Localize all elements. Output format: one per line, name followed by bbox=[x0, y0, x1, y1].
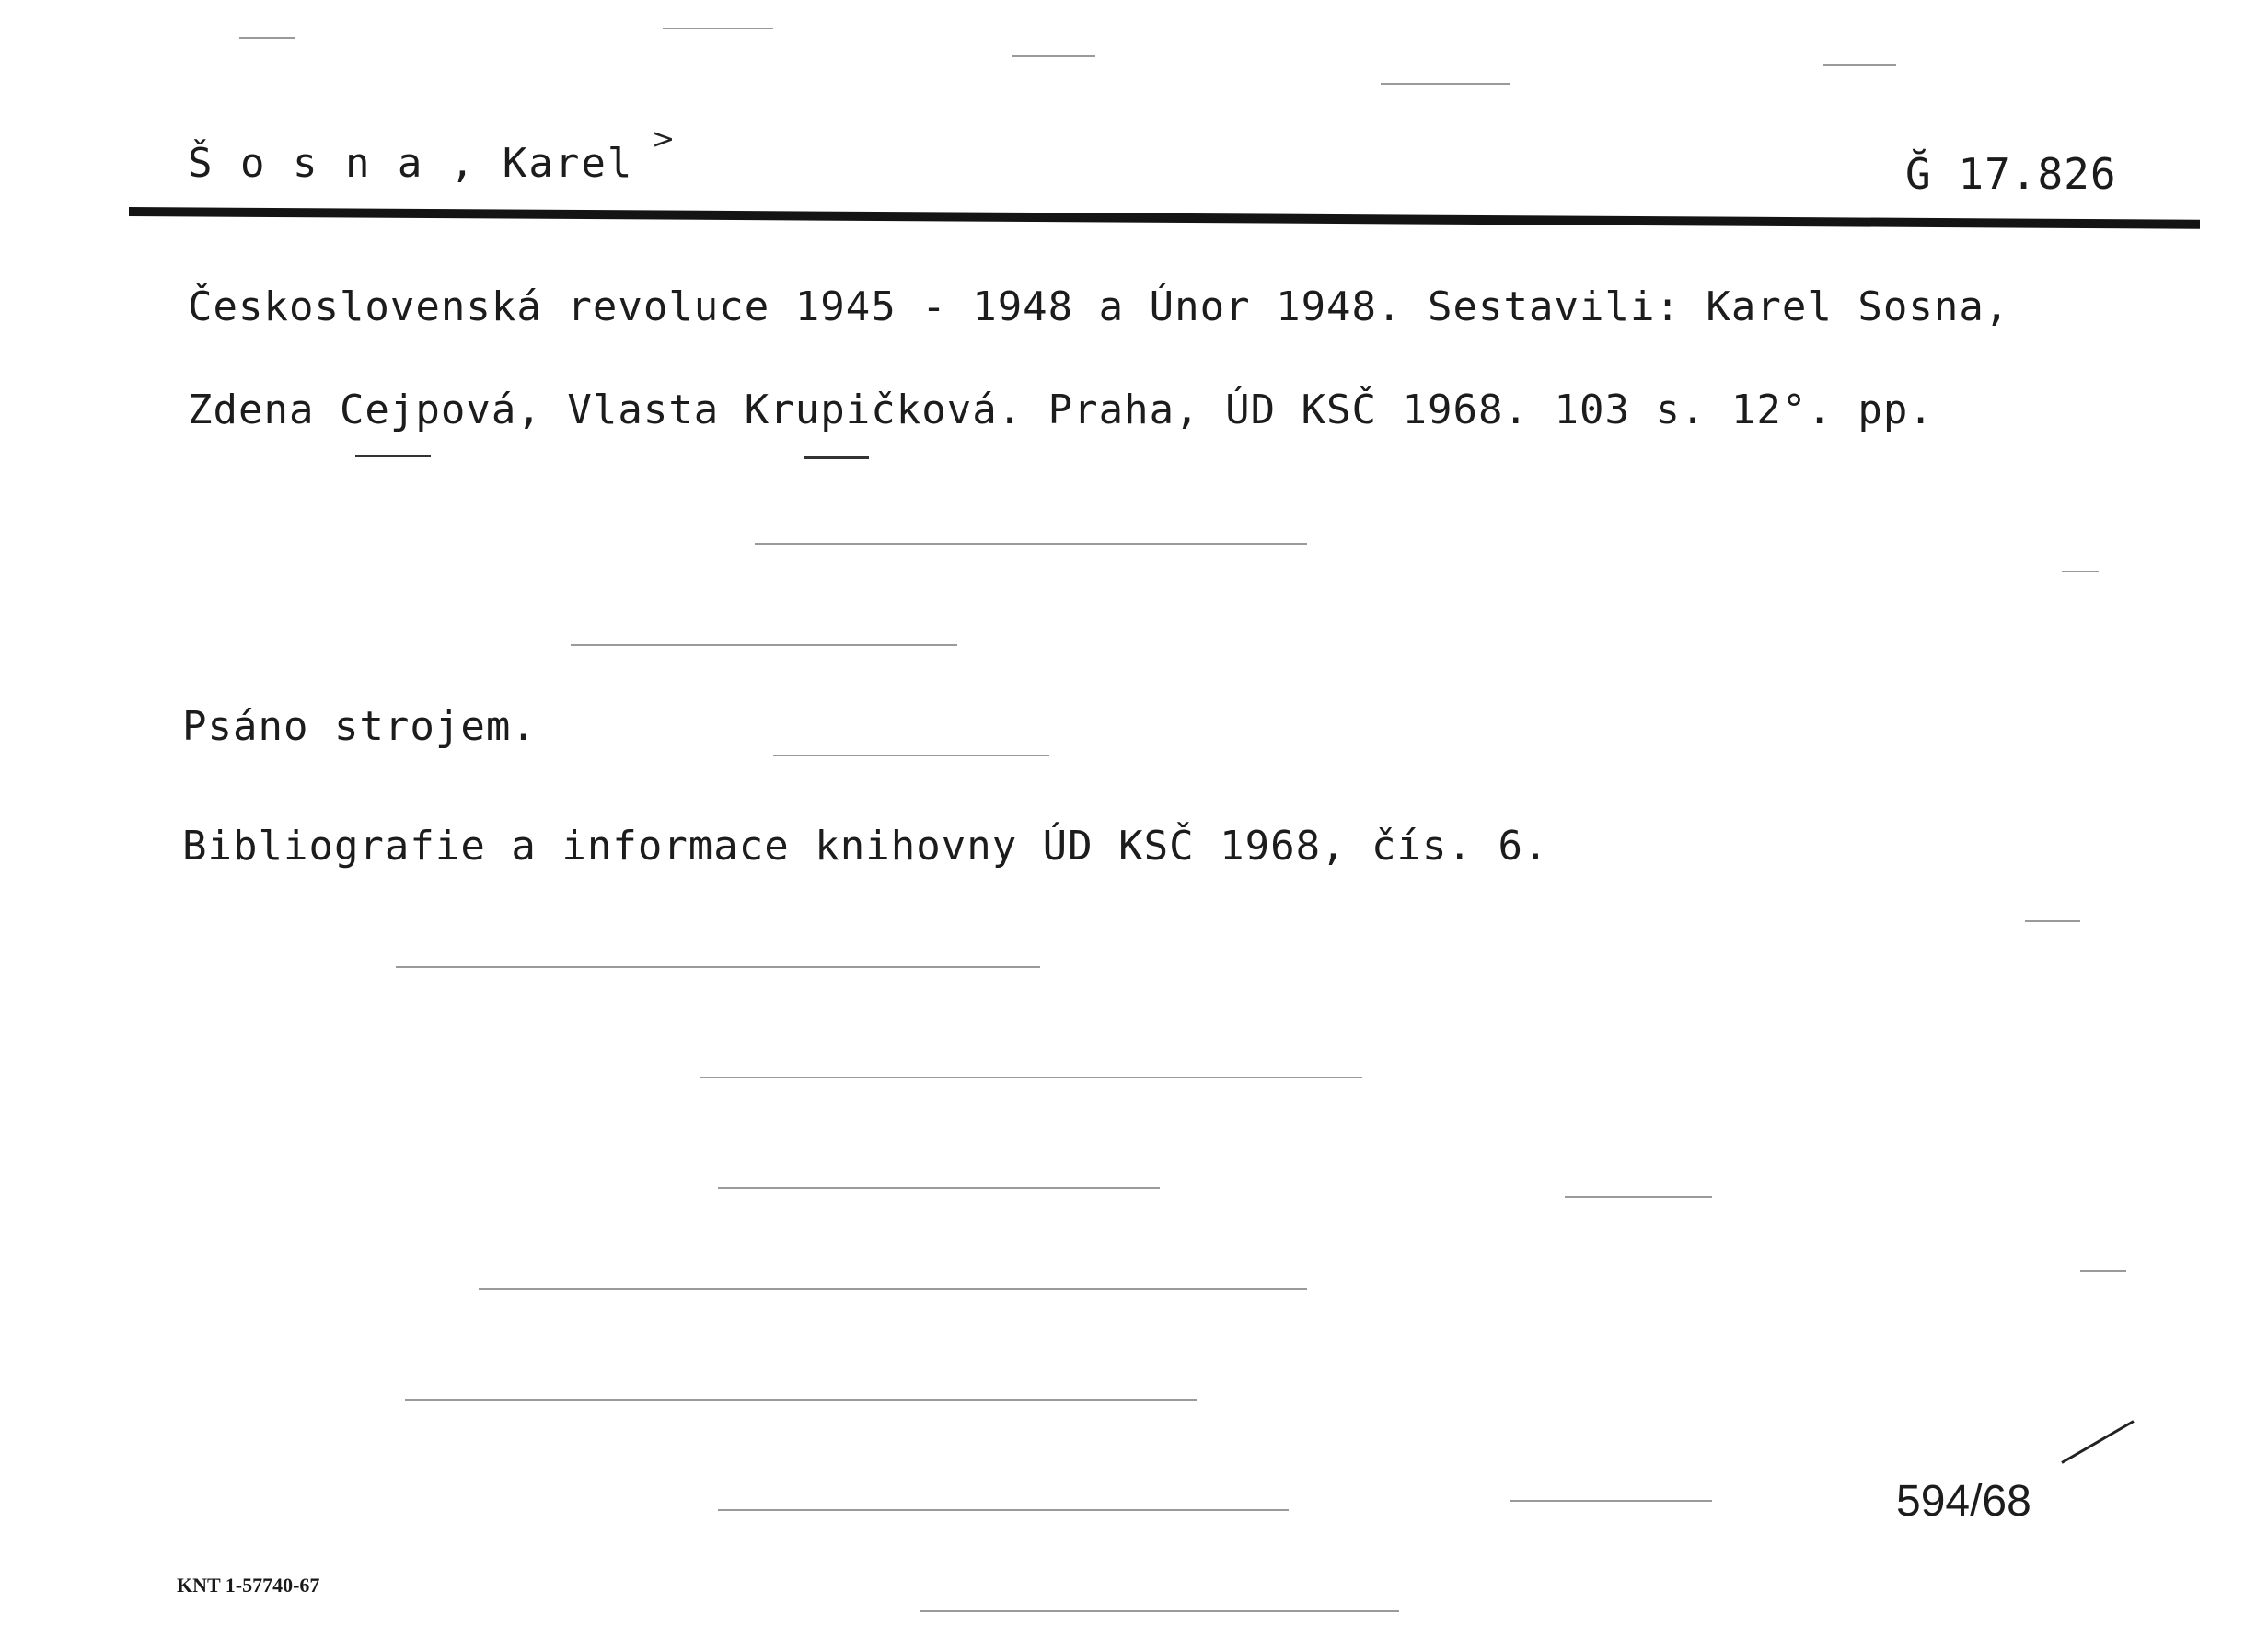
accession-number: 594/68 bbox=[1896, 1477, 2031, 1526]
scan-artifact bbox=[663, 28, 773, 29]
title-line-1: Československá revoluce 1945 - 1948 a Únor 1948. Sestavili: Karel Sosna, bbox=[188, 283, 2010, 330]
scan-artifact bbox=[920, 1610, 1399, 1612]
scan-artifact bbox=[773, 755, 1049, 756]
scan-artifact bbox=[1510, 1500, 1712, 1502]
heading-rule bbox=[129, 207, 2200, 229]
accession-stroke bbox=[2061, 1420, 2134, 1464]
printer-code: KNT 1-57740-67 bbox=[177, 1574, 320, 1597]
note-bibliography: Bibliografie a informace knihovny ÚD KSČ 1968, čís. 6. bbox=[182, 823, 1549, 870]
scan-artifact bbox=[718, 1509, 1289, 1511]
scan-artifact bbox=[2080, 1270, 2126, 1272]
underline-mark bbox=[804, 456, 869, 459]
scan-artifact bbox=[2025, 920, 2080, 922]
scan-artifact bbox=[396, 966, 1040, 968]
note-typewritten: Psáno strojem. bbox=[182, 703, 537, 750]
scan-artifact bbox=[1012, 55, 1095, 57]
scan-artifact bbox=[479, 1288, 1307, 1290]
scan-artifact bbox=[1381, 83, 1510, 85]
shelfmark: Ğ 17.826 bbox=[1905, 149, 2117, 199]
scan-artifact bbox=[755, 543, 1307, 545]
author-caret-mark: > bbox=[652, 123, 676, 156]
scan-artifact bbox=[571, 644, 957, 646]
underline-mark bbox=[355, 455, 431, 457]
title-line-2: Zdena Cejpová, Vlasta Krupičková. Praha, ÚD KSČ 1968. 103 s. 12°. pp. bbox=[188, 386, 1934, 433]
author-heading: Š o s n a , Karel bbox=[188, 140, 634, 187]
scan-artifact bbox=[239, 37, 295, 39]
scan-artifact bbox=[405, 1399, 1197, 1401]
scan-artifact bbox=[718, 1187, 1160, 1189]
scan-artifact bbox=[700, 1077, 1362, 1078]
scan-artifact bbox=[2062, 571, 2099, 572]
scan-artifact bbox=[1565, 1196, 1712, 1198]
scan-artifact bbox=[1822, 64, 1896, 66]
